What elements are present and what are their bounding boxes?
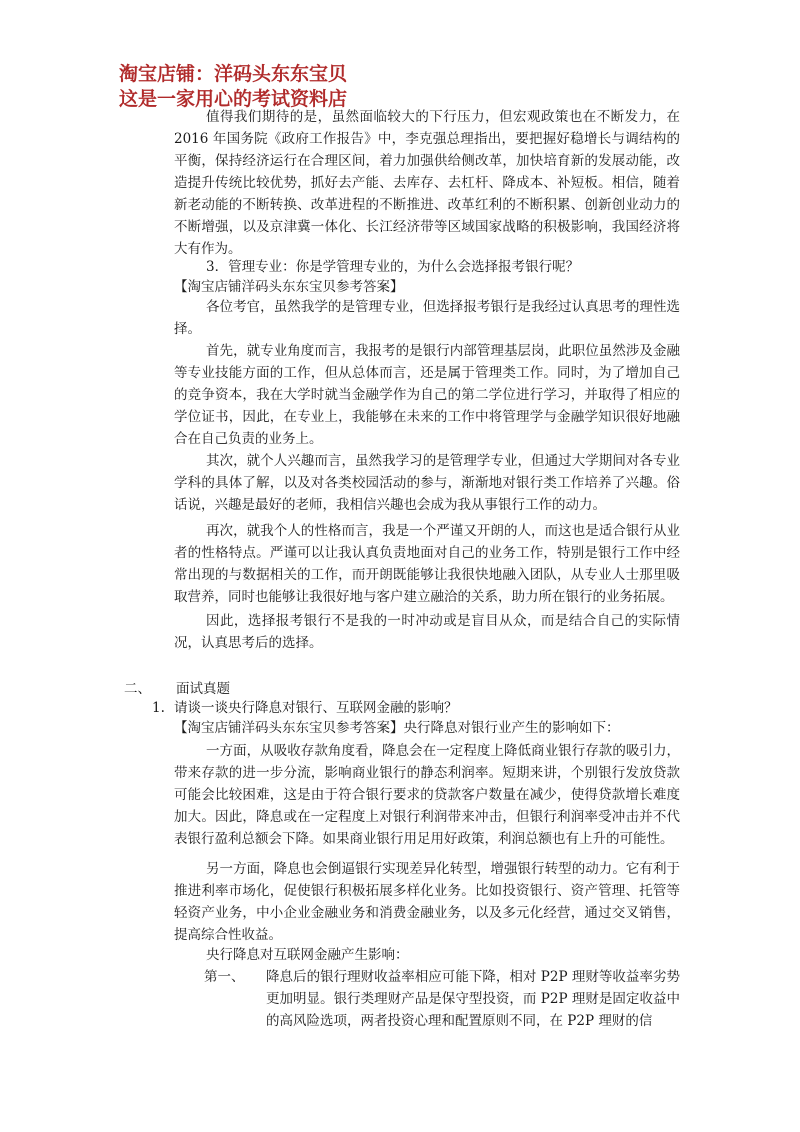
section-title: 面试真题	[176, 681, 230, 697]
section-number: 二、	[124, 681, 151, 697]
answer-paragraph-1: 一方面，从吸收存款角度看，降息会在一定程度上降低商业银行存款的吸引力，带来存款的进一步分流，影响商业银行的静态利润率。短期来讲，个别银行发放贷款可能会比较困难，这是由于符合银行要求的贷款客户数量在减少，使得贷款增长难度加大。因此，降息或在一定程度上对银行利润带来冲击，但银行利润率受冲击并不代表银行盈利总额会下降。如果商业银行用足用好政策，利润总额也有上升的可能性。	[174, 743, 680, 847]
answer-paragraph-2: 另一方面，降息也会倒逼银行实现差异化转型，增强银行转型的动力。它有利于推进利率市场化，促使银行积极拓展多样化业务。比如投资银行、资产管理、托管等轻资产业务，中小企业金融业务和消费金融业务，以及多元化经营，通过交叉销售，提高综合性收益。	[174, 861, 680, 943]
answer-internet-intro: 央行降息对互联网金融产生影响：	[206, 947, 409, 963]
paragraph-intro: 各位考官，虽然我学的是管理专业，但选择报考银行是我经过认真思考的理性选择。	[174, 299, 680, 337]
header-line-2: 这是一家用心的考试资料店	[119, 88, 348, 110]
answer-label: 【淘宝店铺洋码头东东宝贝参考答案】	[174, 279, 404, 295]
question-3: 3．管理专业：你是学管理专业的，为什么会选择报考银行呢？	[206, 259, 580, 275]
shop-header	[119, 62, 347, 112]
paragraph-economy-outlook: 值得我们期待的是，虽然面临较大的下行压力，但宏观政策也在不断发力，在 2016 年国务院《政府工作报告》中，李克强总理指出，要把握好稳增长与调结构的平衡，保持经济运行在合理区间，着力加强供给侧改革，加快培育新的发展动能，改造提升传统比较优势，抓好去产能、去库存、去杠杆、降成本、补短板。相信，随着新老动能的不断转换、改革进程的不断推进、改革红利的不断积累、创新创业动力的不断增强，以及京津冀一体化、长江经济带等区域国家战略的积极影响，我国经济将大有作为。	[174, 109, 680, 257]
header-line-1: 淘宝店铺：洋码头东东宝贝	[119, 63, 348, 85]
point-first-text: 降息后的银行理财收益率相应可能下降，相对 P2P 理财等收益率劣势更加明显。银行类理财产品是保守型投资，而 P2P 理财是固定收益中的高风险选项，两者投资心理和配置原则不同，在 P2P 理财的信	[266, 969, 680, 1029]
paragraph-first: 首先，就专业角度而言，我报考的是银行内部管理基层岗，此职位虽然涉及金融等专业技能方面的工作，但从总体而言，还是属于管理类工作。同时，为了增加自己的竞争资本，我在大学时就当金融学作为自己的第二学位进行学习，并取得了相应的学位证书，因此，在专业上，我能够在未来的工作中将管理学与金融学知识很好地融合在自己负责的业务上。	[174, 343, 680, 447]
paragraph-third: 再次，就我个人的性格而言，我是一个严谨又开朗的人，而这也是适合银行从业者的性格特点。严谨可以让我认真负责地面对自己的业务工作，特别是银行工作中经常出现的与数据相关的工作，而开朗既能够让我很快地融入团队，从专业人士那里吸取营养，同时也能够让我很好地与客户建立融洽的关系，助力所在银行的业务拓展。	[174, 523, 680, 605]
question-1-number: 1.	[152, 700, 165, 716]
paragraph-conclusion: 因此，选择报考银行不是我的一时冲动或是盲目从众，而是结合自己的实际情况，认真思考后的选择。	[174, 613, 680, 651]
question-1-text: 请谈一谈央行降息对银行、互联网金融的影响？	[174, 700, 458, 716]
answer-intro: 【淘宝店铺洋码头东东宝贝参考答案】央行降息对银行业产生的影响如下：	[174, 720, 620, 736]
point-first-label: 第一、	[204, 969, 245, 985]
paragraph-second: 其次，就个人兴趣而言，虽然我学习的是管理学专业，但通过大学期间对各专业学科的具体了解，以及对各类校园活动的参与，渐渐地对银行类工作培养了兴趣。俗话说，兴趣是最好的老师，我相信兴趣也会成为我从事银行工作的动力。	[174, 453, 680, 513]
